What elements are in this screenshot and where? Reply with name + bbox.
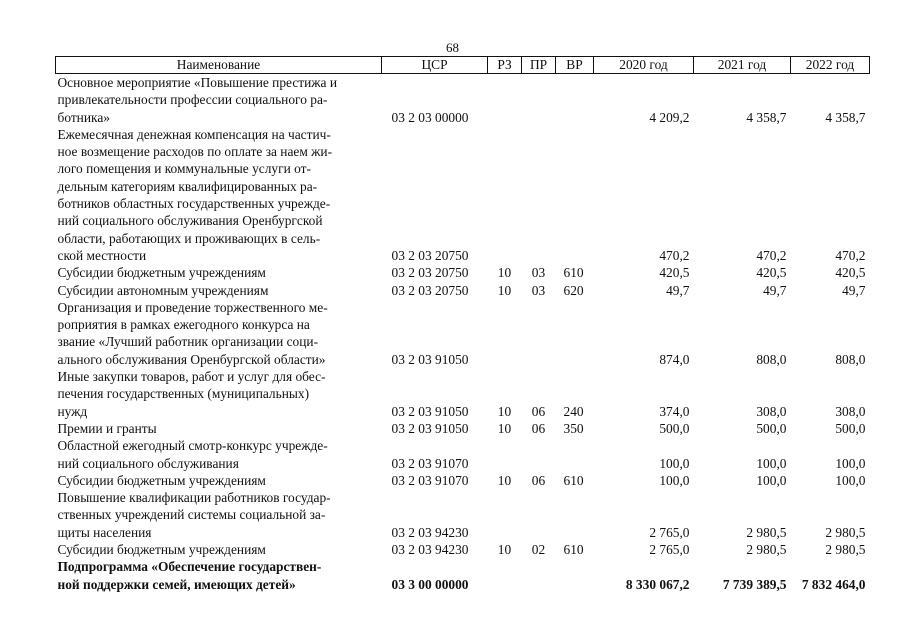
cell-y2021: 4 358,7 xyxy=(746,109,787,125)
table-row xyxy=(56,541,870,558)
cell-y2022: 4 358,7 xyxy=(825,109,866,125)
cell-name: Иные закупки товаров, работ и услуг для обес- печения государственных (муниципальных) нужд xyxy=(57,369,326,419)
cell-pr xyxy=(522,126,556,264)
cell-y2022: 2 980,5 xyxy=(825,542,866,558)
cell-vr: 620 xyxy=(563,282,584,298)
cell-name: Повышение квалификации работников государ- ственных учреждений системы социальной за- щиты населения xyxy=(57,490,331,540)
cell-y2020: 420,5 xyxy=(659,265,690,281)
cell-y2022: 420,5 xyxy=(835,265,866,281)
cell-vr: 350 xyxy=(563,420,584,436)
cell-name: Субсидии бюджетным учреждениям xyxy=(57,472,266,488)
cell-y2022: 808,0 xyxy=(835,351,866,367)
cell-name: Организация и проведение торжественного ме- роприятия в рамках ежегодного конкурса на звание «Лучший работник организации соци- ального обслуживания Оренбургской области» xyxy=(57,299,328,367)
cell-pr xyxy=(522,437,556,472)
cell-y2022: 49,7 xyxy=(842,282,866,298)
cell-y2022: 100,0 xyxy=(835,472,866,488)
cell-csr: 03 2 03 94230 xyxy=(391,542,469,558)
table-header-row xyxy=(56,57,870,74)
table-row xyxy=(56,74,870,126)
header-2021: 2021 год xyxy=(694,57,791,74)
cell-rz xyxy=(488,126,522,264)
cell-y2020: 8 330 067,2 xyxy=(625,576,690,592)
cell-y2022: 308,0 xyxy=(835,403,866,419)
cell-name: Областной ежегодный смотр-конкурс учрежде- ний социального обслуживания xyxy=(57,438,328,471)
cell-vr xyxy=(556,437,594,472)
cell-csr: 03 2 03 91070 xyxy=(391,472,469,488)
cell-y2020: 470,2 xyxy=(659,247,690,263)
cell-pr: 03 xyxy=(531,282,546,298)
cell-rz: 10 xyxy=(497,403,512,419)
cell-y2022: 100,0 xyxy=(835,455,866,471)
cell-y2021: 420,5 xyxy=(756,265,787,281)
table-row xyxy=(56,472,870,489)
cell-y2021: 100,0 xyxy=(756,472,787,488)
cell-vr: 240 xyxy=(563,403,584,419)
cell-name: Основное мероприятие «Повышение престижа и привлекательности профессии социального ра- ботника» xyxy=(57,75,337,125)
cell-vr xyxy=(556,299,594,368)
cell-rz: 10 xyxy=(497,542,512,558)
cell-y2020: 100,0 xyxy=(659,455,690,471)
table-row xyxy=(56,437,870,472)
cell-pr: 02 xyxy=(531,542,546,558)
cell-y2020: 2 765,0 xyxy=(649,542,690,558)
cell-vr: 610 xyxy=(563,542,584,558)
cell-y2021: 2 980,5 xyxy=(746,524,787,540)
cell-csr: 03 2 03 91050 xyxy=(391,351,469,367)
cell-y2020: 2 765,0 xyxy=(649,524,690,540)
header-2022: 2022 год xyxy=(791,57,870,74)
header-2020: 2020 год xyxy=(594,57,694,74)
cell-name: Премии и гранты xyxy=(57,420,157,436)
cell-csr: 03 2 03 20750 xyxy=(391,247,469,263)
cell-pr xyxy=(522,489,556,541)
cell-name: Ежемесячная денежная компенсация на частич- ное возмещение расходов по оплате за наем жи- лого помещения и коммунальные услуги от- дельным категориям квалифицированных ра- ботников областных государственных учрежде- ний социального обслуживания Оренбургской области, работающих и проживающих в сель- ской местности xyxy=(57,126,333,263)
cell-y2021: 100,0 xyxy=(756,455,787,471)
table-row xyxy=(56,264,870,281)
cell-y2021: 470,2 xyxy=(756,247,787,263)
cell-csr: 03 2 03 94230 xyxy=(391,524,469,540)
cell-vr xyxy=(556,558,594,593)
budget-table xyxy=(55,56,870,593)
cell-vr: 610 xyxy=(563,265,584,281)
table-row xyxy=(56,420,870,437)
cell-y2021: 308,0 xyxy=(756,403,787,419)
cell-vr xyxy=(556,74,594,126)
cell-y2022: 470,2 xyxy=(835,247,866,263)
cell-name: Субсидии бюджетным учреждениям xyxy=(57,542,266,558)
cell-pr: 06 xyxy=(531,472,546,488)
cell-csr: 03 2 03 91070 xyxy=(391,455,469,471)
cell-pr: 03 xyxy=(531,265,546,281)
cell-pr xyxy=(522,299,556,368)
cell-rz xyxy=(488,558,522,593)
cell-csr: 03 2 03 91050 xyxy=(391,403,469,419)
cell-rz: 10 xyxy=(497,265,512,281)
table-row xyxy=(56,299,870,368)
header-vr: ВР xyxy=(556,57,594,74)
cell-y2020: 4 209,2 xyxy=(649,109,690,125)
cell-y2021: 2 980,5 xyxy=(746,542,787,558)
cell-csr: 03 2 03 91050 xyxy=(391,420,469,436)
cell-y2021: 500,0 xyxy=(756,420,787,436)
cell-csr: 03 2 03 00000 xyxy=(391,109,469,125)
cell-csr: 03 2 03 20750 xyxy=(391,265,469,281)
cell-name: Субсидии бюджетным учреждениям xyxy=(57,265,266,281)
cell-y2021: 808,0 xyxy=(756,351,787,367)
cell-vr: 610 xyxy=(563,472,584,488)
cell-y2022: 500,0 xyxy=(835,420,866,436)
cell-y2020: 100,0 xyxy=(659,472,690,488)
header-rz: РЗ xyxy=(488,57,522,74)
cell-y2021: 7 739 389,5 xyxy=(722,576,787,592)
header-pr: ПР xyxy=(522,57,556,74)
cell-y2020: 374,0 xyxy=(659,403,690,419)
cell-rz xyxy=(488,489,522,541)
cell-rz xyxy=(488,74,522,126)
table-body xyxy=(56,74,870,593)
cell-pr xyxy=(522,558,556,593)
cell-y2020: 49,7 xyxy=(666,282,690,298)
cell-rz: 10 xyxy=(497,472,512,488)
cell-pr: 06 xyxy=(531,403,546,419)
cell-rz: 10 xyxy=(497,282,512,298)
cell-pr xyxy=(522,74,556,126)
table-row xyxy=(56,368,870,420)
cell-y2022: 7 832 464,0 xyxy=(801,576,866,592)
table-row xyxy=(56,558,870,593)
cell-name: Субсидии автономным учреждениям xyxy=(57,282,269,298)
cell-name: Подпрограмма «Обеспечение государствен- ной поддержки семей, имеющих детей» xyxy=(57,559,322,592)
cell-csr: 03 2 03 20750 xyxy=(391,282,469,298)
table-row xyxy=(56,126,870,264)
cell-y2021: 49,7 xyxy=(763,282,787,298)
cell-rz: 10 xyxy=(497,420,512,436)
header-name: Наименование xyxy=(56,57,382,74)
cell-y2022: 2 980,5 xyxy=(825,524,866,540)
cell-rz xyxy=(488,437,522,472)
cell-vr xyxy=(556,489,594,541)
cell-y2020: 874,0 xyxy=(659,351,690,367)
page-number: 68 xyxy=(446,40,459,55)
table-row xyxy=(56,282,870,299)
cell-csr: 03 3 00 00000 xyxy=(391,576,469,592)
header-csr: ЦСР xyxy=(382,57,488,74)
cell-y2020: 500,0 xyxy=(659,420,690,436)
cell-vr xyxy=(556,126,594,264)
cell-rz xyxy=(488,299,522,368)
table-row xyxy=(56,489,870,541)
cell-pr: 06 xyxy=(531,420,546,436)
